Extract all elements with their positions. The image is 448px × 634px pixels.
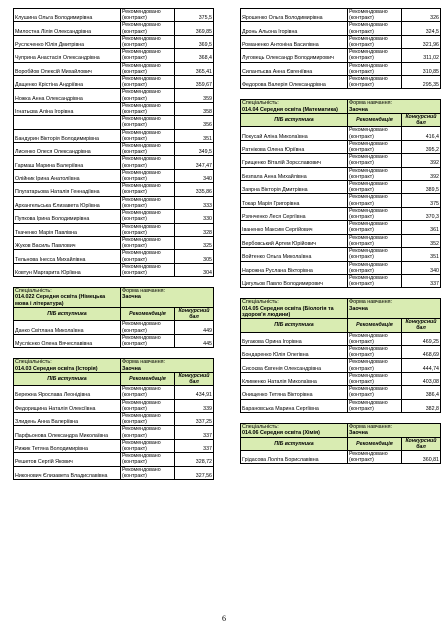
recommendation-cell: Рекомендовано (контракт) bbox=[347, 248, 401, 261]
applicant-name-cell: Гармаш Марина Валеріївна bbox=[14, 156, 121, 169]
recommendation-cell: Рекомендовано (контракт) bbox=[347, 451, 401, 464]
applicant-name-cell: Вербовський Артем Юрійович bbox=[241, 234, 348, 247]
recommendation-cell: Рекомендовано (контракт) bbox=[120, 453, 174, 466]
recommendation-cell: Рекомендовано (контракт) bbox=[121, 49, 175, 62]
name-header: ПІБ вступника bbox=[14, 372, 121, 385]
table-row bbox=[14, 453, 214, 466]
table-row bbox=[14, 210, 214, 223]
table-row bbox=[14, 22, 214, 35]
score-cell: 324,5 bbox=[402, 22, 441, 35]
applicant-name-cell: Заярна Вікторія Дмитрівна bbox=[241, 181, 348, 194]
score-cell: 434,91 bbox=[174, 386, 213, 399]
score-header: Конкурсний бал bbox=[174, 372, 213, 385]
score-cell: 369,85 bbox=[175, 22, 214, 35]
table-row bbox=[14, 334, 214, 347]
recommendation-cell: Рекомендовано (контракт) bbox=[347, 221, 401, 234]
rec-header: Рекомендація bbox=[120, 372, 174, 385]
section-05-table bbox=[240, 298, 441, 413]
score-cell: 358 bbox=[175, 102, 214, 115]
applicant-name-cell: Решетов Сергій Якович bbox=[14, 453, 121, 466]
table-row bbox=[14, 62, 214, 75]
study-form-value: Заочна bbox=[348, 106, 368, 113]
table-row bbox=[241, 372, 441, 385]
specialty-cell bbox=[14, 359, 121, 373]
applicant-name-cell: Никонович Єлизавета Владиславівна bbox=[14, 466, 121, 479]
recommendation-cell: Рекомендовано (контракт) bbox=[121, 102, 175, 115]
score-cell: 304 bbox=[175, 263, 214, 276]
score-cell: 382,8 bbox=[401, 399, 440, 412]
score-cell: 445 bbox=[174, 334, 213, 347]
score-cell: 335,86 bbox=[175, 183, 214, 196]
table-row bbox=[241, 332, 441, 345]
applicant-name-cell: Плугатарьова Наталія Геннадіївна bbox=[14, 183, 121, 196]
applicant-name-cell: Іваненко Максим Сергійович bbox=[241, 221, 348, 234]
score-cell: 361 bbox=[401, 221, 440, 234]
score-cell: 337 bbox=[401, 274, 440, 287]
applicant-name-cell: Архангельська Єлизавета Юріївна bbox=[14, 196, 121, 209]
table-row bbox=[14, 196, 214, 209]
score-cell: 468,69 bbox=[401, 346, 440, 359]
table-row bbox=[14, 223, 214, 236]
applicant-name-cell bbox=[14, 116, 121, 129]
recommendation-cell: Рекомендовано (контракт) bbox=[347, 274, 401, 287]
applicant-name-cell: Нарожна Руслана Вікторівна bbox=[241, 261, 348, 274]
table-row bbox=[241, 181, 441, 194]
recommendation-cell: Рекомендовано (контракт) bbox=[347, 399, 401, 412]
applicant-name-cell: Чуприна Анастасія Олександрівна bbox=[14, 49, 121, 62]
score-cell: 386,4 bbox=[401, 386, 440, 399]
applicant-name-cell: Грідасова Лоліта Бориславівна bbox=[241, 451, 348, 464]
applicant-name-cell: Тельнова Інесса Михайлівна bbox=[14, 250, 121, 263]
table-row bbox=[241, 248, 441, 261]
recommendation-cell: Рекомендовано (контракт) bbox=[121, 116, 175, 129]
specialty-title: 014.05 Середня освіта (Біологія та здоров'я людини) bbox=[242, 305, 334, 318]
page-number: 6 bbox=[222, 614, 226, 623]
applicant-name-cell: Войтенко Ольга Миколаївна bbox=[241, 248, 348, 261]
recommendation-cell: Рекомендовано (контракт) bbox=[121, 223, 175, 236]
specialty-label: Спеціальність: bbox=[15, 288, 52, 295]
recommendation-cell: Рекомендовано (контракт) bbox=[121, 236, 175, 249]
table-row bbox=[14, 49, 214, 62]
specialty-label: Спеціальність: bbox=[242, 100, 279, 107]
score-cell: 368,4 bbox=[175, 49, 214, 62]
table-row bbox=[241, 346, 441, 359]
study-form-label: Форма навчання: bbox=[348, 424, 393, 431]
section-06-table bbox=[240, 423, 441, 464]
specialty-cell bbox=[241, 100, 348, 114]
applicant-name-cell: Бережна Ярослава Леонідівна bbox=[14, 386, 121, 399]
applicant-name-cell: Цигульов Павло Володимирович bbox=[241, 274, 348, 287]
score-cell: 325 bbox=[175, 236, 214, 249]
score-cell: 392 bbox=[401, 154, 440, 167]
table-row bbox=[14, 413, 214, 426]
recommendation-cell: Рекомендовано (контракт) bbox=[121, 143, 175, 156]
applicant-name-cell: Лисенко Олеся Олександрівна bbox=[14, 143, 121, 156]
study-form-cell bbox=[347, 100, 440, 114]
section-04-table bbox=[240, 99, 441, 288]
applicant-name-cell: Пупкова Ірина Володимирівна bbox=[14, 210, 121, 223]
recommendation-cell: Рекомендовано (контракт) bbox=[348, 49, 402, 62]
score-cell: 370,3 bbox=[401, 207, 440, 220]
score-cell: 389,5 bbox=[401, 181, 440, 194]
score-cell: 328 bbox=[175, 223, 214, 236]
applicant-name-cell: Рижик Тетяна Володимирівна bbox=[14, 439, 121, 452]
score-cell: 365,41 bbox=[175, 62, 214, 75]
table-row bbox=[241, 274, 441, 287]
specialty-title: 014.022 Середня освіта (Німецька мова і література) bbox=[15, 294, 106, 307]
applicant-name-cell: Клименко Наталія Миколаївна bbox=[241, 372, 348, 385]
table-row bbox=[14, 169, 214, 182]
table-row bbox=[241, 399, 441, 412]
recommendation-cell: Рекомендовано (контракт) bbox=[120, 386, 174, 399]
recommendation-cell: Рекомендовано (контракт) bbox=[348, 9, 402, 22]
study-form-cell bbox=[120, 359, 213, 373]
score-cell: 375,5 bbox=[175, 9, 214, 22]
score-cell: 395,2 bbox=[401, 140, 440, 153]
applicant-name-cell: Токар Марія Григорівна bbox=[241, 194, 348, 207]
applicant-name-cell: Милостна Лілія Олександрівна bbox=[14, 22, 121, 35]
recommendation-cell: Рекомендовано (контракт) bbox=[348, 22, 402, 35]
applicant-name-cell: Барановська Марина Сергіївна bbox=[241, 399, 348, 412]
table-row bbox=[241, 359, 441, 372]
table-row bbox=[14, 236, 214, 249]
specialty-cell bbox=[14, 288, 121, 308]
applicant-name-cell: Сисоєва Євгенія Олександрівна bbox=[241, 359, 348, 372]
left-column bbox=[13, 8, 214, 480]
recommendation-cell: Рекомендовано (контракт) bbox=[121, 35, 175, 48]
right-column bbox=[240, 8, 441, 464]
applicant-name-cell: Клушина Ольга Володимирівна bbox=[14, 9, 121, 22]
score-cell: 340 bbox=[175, 169, 214, 182]
specialty-title: 014.06 Середня освіта (Хімія) bbox=[242, 430, 320, 437]
recommendation-cell: Рекомендовано (контракт) bbox=[121, 196, 175, 209]
study-form-value: Заочна bbox=[348, 305, 368, 312]
study-form-value: Заочна bbox=[348, 430, 368, 437]
applicant-name-cell: Безпала Анна Михайлівна bbox=[241, 167, 348, 180]
table-row bbox=[14, 89, 214, 102]
recommendation-cell: Рекомендовано (контракт) bbox=[348, 62, 402, 75]
applicant-name-cell: Жуков Василь Павлович bbox=[14, 236, 121, 249]
score-cell: 359 bbox=[175, 89, 214, 102]
score-cell: 328,72 bbox=[174, 453, 213, 466]
study-form-label: Форма навчання: bbox=[348, 100, 393, 107]
table-row bbox=[14, 321, 214, 334]
study-form-value: Заочна bbox=[121, 294, 141, 301]
score-cell: 403,08 bbox=[401, 372, 440, 385]
applicant-name-cell: Романенко Антоніна Василівна bbox=[241, 35, 348, 48]
score-cell: 337,25 bbox=[174, 413, 213, 426]
table-row bbox=[241, 234, 441, 247]
admission-table bbox=[240, 8, 441, 89]
recommendation-cell: Рекомендовано (контракт) bbox=[120, 399, 174, 412]
rec-header: Рекомендація bbox=[347, 437, 401, 450]
recommendation-cell: Рекомендовано (контракт) bbox=[347, 140, 401, 153]
table-row bbox=[241, 76, 441, 89]
score-cell: 392 bbox=[401, 167, 440, 180]
applicant-name-cell: Ратнікова Олена Юріївна bbox=[241, 140, 348, 153]
table-row bbox=[14, 143, 214, 156]
applicant-name-cell: Бондаренко Юлія Олегівна bbox=[241, 346, 348, 359]
section-03-table bbox=[13, 358, 214, 480]
specialty-label: Спеціальність: bbox=[242, 299, 279, 306]
recommendation-cell: Рекомендовано (контракт) bbox=[347, 207, 401, 220]
rec-header: Рекомендація bbox=[347, 319, 401, 332]
score-cell: 305 bbox=[175, 250, 214, 263]
recommendation-cell: Рекомендовано (контракт) bbox=[347, 261, 401, 274]
score-cell: 351 bbox=[175, 129, 214, 142]
recommendation-cell: Рекомендовано (контракт) bbox=[347, 194, 401, 207]
recommendation-cell: Рекомендовано (контракт) bbox=[347, 372, 401, 385]
table-row bbox=[14, 116, 214, 129]
table-row bbox=[14, 386, 214, 399]
score-cell: 347,47 bbox=[175, 156, 214, 169]
score-cell: 359,67 bbox=[175, 76, 214, 89]
recommendation-cell: Рекомендовано (контракт) bbox=[347, 346, 401, 359]
score-cell: 340 bbox=[401, 261, 440, 274]
score-header: Конкурсний бал bbox=[401, 437, 440, 450]
table-row bbox=[14, 76, 214, 89]
score-cell: 349,5 bbox=[175, 143, 214, 156]
applicant-name-cell: Ткаченко Марія Павлівна bbox=[14, 223, 121, 236]
recommendation-cell: Рекомендовано (контракт) bbox=[120, 466, 174, 479]
table-row bbox=[241, 261, 441, 274]
score-cell: 295,35 bbox=[402, 76, 441, 89]
study-form-label: Форма навчання: bbox=[121, 359, 166, 366]
recommendation-cell: Рекомендовано (контракт) bbox=[121, 169, 175, 182]
applicant-name-cell: Федорова Валерія Олександрівна bbox=[241, 76, 348, 89]
score-cell: 356 bbox=[175, 116, 214, 129]
score-header: Конкурсний бал bbox=[174, 308, 213, 321]
recommendation-cell: Рекомендовано (контракт) bbox=[120, 334, 174, 347]
table-row bbox=[241, 167, 441, 180]
table-row bbox=[241, 49, 441, 62]
recommendation-cell: Рекомендовано (контракт) bbox=[121, 76, 175, 89]
score-cell: 375 bbox=[401, 194, 440, 207]
table-row bbox=[14, 102, 214, 115]
applicant-name-cell: Дронь Альона Ігорівна bbox=[241, 22, 348, 35]
score-cell: 360,81 bbox=[401, 451, 440, 464]
table-row bbox=[14, 466, 214, 479]
study-form-cell bbox=[347, 299, 440, 319]
specialty-label: Спеціальність: bbox=[242, 424, 279, 431]
score-cell: 449 bbox=[174, 321, 213, 334]
applicant-name-cell: Муслієнко Олена Вячеславівна bbox=[14, 334, 121, 347]
name-header: ПІБ вступника bbox=[241, 319, 348, 332]
recommendation-cell: Рекомендовано (контракт) bbox=[120, 439, 174, 452]
applicant-name-cell: Воробйов Олексій Михайлович bbox=[14, 62, 121, 75]
score-cell: 337 bbox=[174, 426, 213, 439]
name-header: ПІБ вступника bbox=[241, 437, 348, 450]
specialty-cell bbox=[241, 424, 348, 438]
recommendation-cell: Рекомендовано (контракт) bbox=[121, 156, 175, 169]
table-row bbox=[14, 263, 214, 276]
admission-table bbox=[13, 8, 214, 277]
study-form-cell bbox=[347, 424, 440, 438]
table-row bbox=[241, 207, 441, 220]
recommendation-cell: Рекомендовано (контракт) bbox=[121, 129, 175, 142]
score-cell: 310,85 bbox=[402, 62, 441, 75]
recommendation-cell: Рекомендовано (контракт) bbox=[120, 413, 174, 426]
table-row bbox=[241, 22, 441, 35]
applicant-name-cell: Ігнатьєва Аліна Ігорівна bbox=[14, 102, 121, 115]
recommendation-cell: Рекомендовано (контракт) bbox=[121, 210, 175, 223]
score-cell: 339 bbox=[174, 399, 213, 412]
score-cell: 416,4 bbox=[401, 127, 440, 140]
score-cell: 351 bbox=[401, 248, 440, 261]
score-cell: 337 bbox=[174, 439, 213, 452]
table-row bbox=[14, 156, 214, 169]
recommendation-cell: Рекомендовано (контракт) bbox=[347, 154, 401, 167]
score-cell: 469,25 bbox=[401, 332, 440, 345]
applicant-name-cell: Руслєченко Юлія Дмитрівна bbox=[14, 35, 121, 48]
applicant-name-cell: Ковтун Маргарита Юріївна bbox=[14, 263, 121, 276]
applicant-name-cell: Злидень Анна Валеріївна bbox=[14, 413, 121, 426]
applicant-name-cell: Луговець Олександр Володимирович bbox=[241, 49, 348, 62]
applicant-name-cell: Ножка Анна Олександрівна bbox=[14, 89, 121, 102]
applicant-name-cell: Федорищина Наталія Олексіївна bbox=[14, 399, 121, 412]
rec-header: Рекомендація bbox=[347, 114, 401, 127]
recommendation-cell: Рекомендовано (контракт) bbox=[347, 167, 401, 180]
recommendation-cell: Рекомендовано (контракт) bbox=[347, 359, 401, 372]
applicant-name-cell: Данко Світлана Миколаївна bbox=[14, 321, 121, 334]
recommendation-cell: Рекомендовано (контракт) bbox=[347, 127, 401, 140]
table-row bbox=[241, 194, 441, 207]
score-cell: 326 bbox=[402, 9, 441, 22]
score-cell: 333 bbox=[175, 196, 214, 209]
table-row bbox=[14, 426, 214, 439]
table-row bbox=[14, 9, 214, 22]
study-form-value: Заочна bbox=[121, 365, 141, 372]
applicant-name-cell: Парфьонова Олександра Миколаївна bbox=[14, 426, 121, 439]
score-header: Конкурсний бал bbox=[401, 319, 440, 332]
recommendation-cell: Рекомендовано (контракт) bbox=[121, 250, 175, 263]
study-form-cell bbox=[120, 288, 213, 308]
applicant-name-cell: Силантьєва Анна Євгеніївна bbox=[241, 62, 348, 75]
recommendation-cell: Рекомендовано (контракт) bbox=[347, 386, 401, 399]
specialty-title: 014.03 Середня освіта (Історія) bbox=[15, 365, 98, 372]
specialty-title: 014.04 Середня освіта (Математика) bbox=[242, 106, 338, 113]
recommendation-cell: Рекомендовано (контракт) bbox=[120, 426, 174, 439]
applicant-name-cell: Бандурин Вікторія Володимирівна bbox=[14, 129, 121, 142]
table-row bbox=[241, 35, 441, 48]
recommendation-cell: Рекомендовано (контракт) bbox=[347, 332, 401, 345]
table-row bbox=[241, 221, 441, 234]
section-022-table bbox=[13, 287, 214, 348]
score-cell: 352 bbox=[401, 234, 440, 247]
recommendation-cell: Рекомендовано (контракт) bbox=[348, 76, 402, 89]
recommendation-cell: Рекомендовано (контракт) bbox=[348, 35, 402, 48]
recommendation-cell: Рекомендовано (контракт) bbox=[121, 89, 175, 102]
recommendation-cell: Рекомендовано (контракт) bbox=[121, 62, 175, 75]
applicant-name-cell: Бугакова Орина Ігорівна bbox=[241, 332, 348, 345]
specialty-cell bbox=[241, 299, 348, 319]
recommendation-cell: Рекомендовано (контракт) bbox=[121, 22, 175, 35]
table-row bbox=[241, 9, 441, 22]
score-cell: 330 bbox=[175, 210, 214, 223]
table-row bbox=[241, 451, 441, 464]
name-header: ПІБ вступника bbox=[241, 114, 348, 127]
score-cell: 321,96 bbox=[402, 35, 441, 48]
table-row bbox=[241, 62, 441, 75]
applicant-name-cell: Покусай Аліна Миколаївна bbox=[241, 127, 348, 140]
recommendation-cell: Рекомендовано (контракт) bbox=[347, 181, 401, 194]
recommendation-cell: Рекомендовано (контракт) bbox=[120, 321, 174, 334]
table-row bbox=[14, 439, 214, 452]
score-cell: 327,56 bbox=[174, 466, 213, 479]
name-header: ПІБ вступника bbox=[14, 308, 121, 321]
applicant-name-cell: Рзянченко Леся Сергіївна bbox=[241, 207, 348, 220]
score-header: Конкурсний бал bbox=[401, 114, 440, 127]
applicant-name-cell: Грищенко Віталій Зорєславович bbox=[241, 154, 348, 167]
study-form-label: Форма навчання: bbox=[121, 288, 166, 295]
table-row bbox=[14, 399, 214, 412]
table-row bbox=[241, 140, 441, 153]
recommendation-cell: Рекомендовано (контракт) bbox=[121, 263, 175, 276]
recommendation-cell: Рекомендовано (контракт) bbox=[347, 234, 401, 247]
table-row bbox=[241, 386, 441, 399]
table-row bbox=[14, 129, 214, 142]
table-row bbox=[241, 127, 441, 140]
applicant-name-cell: Ярошенко Ольга Володимирівна bbox=[241, 9, 348, 22]
table-row bbox=[14, 35, 214, 48]
score-cell: 311,02 bbox=[402, 49, 441, 62]
table-row bbox=[14, 250, 214, 263]
rec-header: Рекомендація bbox=[120, 308, 174, 321]
score-cell: 369,5 bbox=[175, 35, 214, 48]
score-cell: 444,74 bbox=[401, 359, 440, 372]
table-row bbox=[241, 154, 441, 167]
specialty-label: Спеціальність: bbox=[15, 359, 52, 366]
table-row bbox=[14, 183, 214, 196]
recommendation-cell: Рекомендовано (контракт) bbox=[121, 183, 175, 196]
recommendation-cell: Рекомендовано (контракт) bbox=[121, 9, 175, 22]
applicant-name-cell: Дащенко Крістіна Андріївна bbox=[14, 76, 121, 89]
study-form-label: Форма навчання: bbox=[348, 299, 393, 306]
applicant-name-cell: Онищенко Тетяна Вікторівна bbox=[241, 386, 348, 399]
applicant-name-cell: Олійник Ірина Анатоліївна bbox=[14, 169, 121, 182]
